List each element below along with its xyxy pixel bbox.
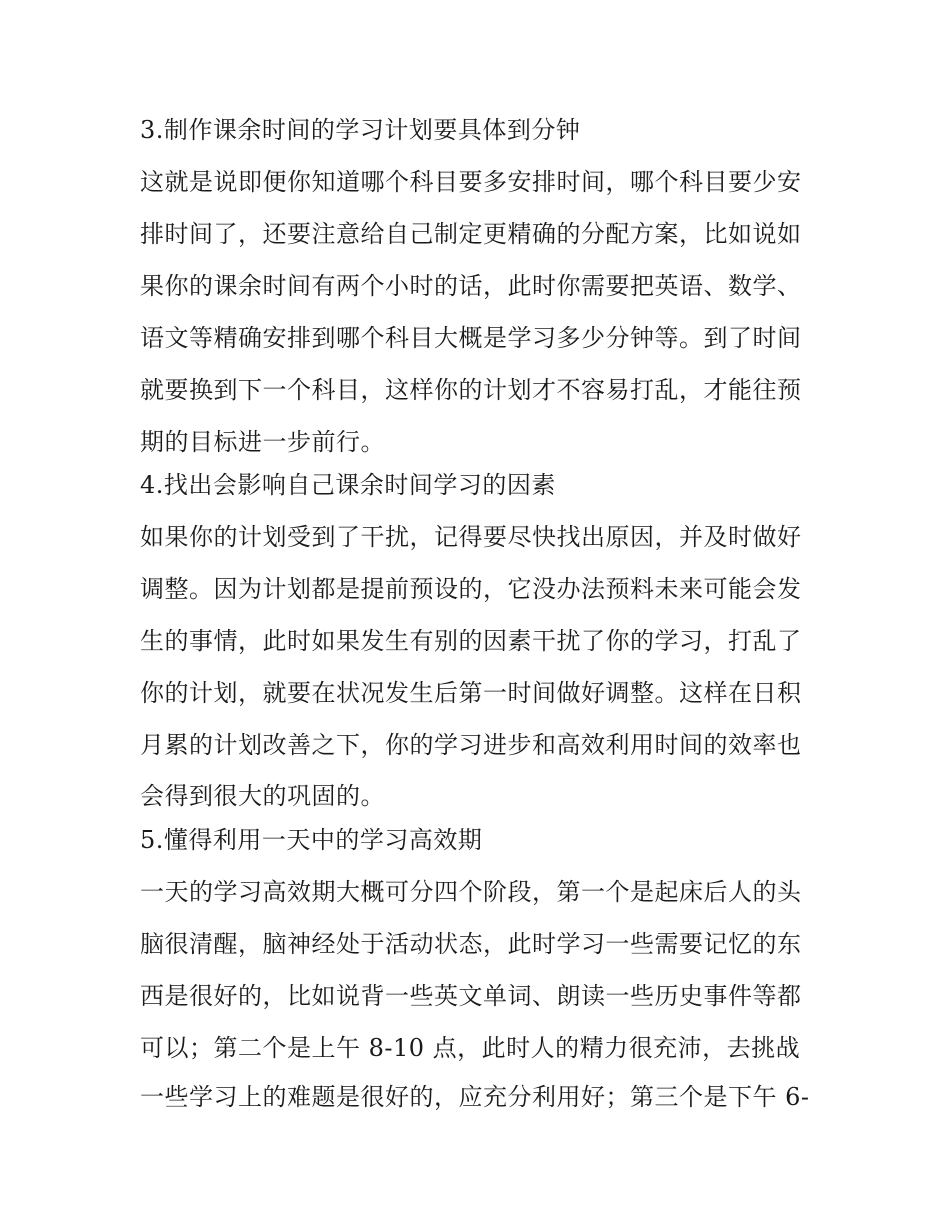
paragraph-line: 一天的学习高效期大概可分四个阶段，第一个是起床后人的头 <box>140 878 802 906</box>
paragraph-line: 一些学习上的难题是很好的，应充分利用好；第三个是下午 6- <box>140 1083 810 1111</box>
paragraph-line: 会得到很大的巩固的。 <box>140 782 385 810</box>
paragraph-line: 可以；第二个是上午 8-10 点，此时人的精力很充沛，去挑战 <box>140 1034 801 1062</box>
paragraph-line: 排时间了，还要注意给自己制定更精确的分配方案，比如说如 <box>140 220 802 248</box>
paragraph-line: 就要换到下一个科目，这样你的计划才不容易打乱，才能往预 <box>140 376 802 404</box>
paragraph-line: 期的目标进一步前行。 <box>140 428 385 456</box>
paragraph-line: 这就是说即便你知道哪个科目要多安排时间，哪个科目要少安 <box>140 168 802 196</box>
section-4-heading: 4.找出会影响自己课余时间学习的因素 <box>140 471 556 499</box>
paragraph-line: 脑很清醒，脑神经处于活动状态，此时学习一些需要记忆的东 <box>140 930 802 958</box>
paragraph-line: 语文等精确安排到哪个科目大概是学习多少分钟等。到了时间 <box>140 324 802 352</box>
section-3-heading: 3.制作课余时间的学习计划要具体到分钟 <box>140 116 581 144</box>
paragraph-line: 如果你的计划受到了干扰，记得要尽快找出原因，并及时做好 <box>140 523 802 551</box>
section-5-heading: 5.懂得利用一天中的学习高效期 <box>140 826 483 854</box>
paragraph-line: 你的计划，就要在状况发生后第一时间做好调整。这样在日积 <box>140 679 802 707</box>
paragraph-line: 果你的课余时间有两个小时的话，此时你需要把英语、数学、 <box>140 272 802 300</box>
paragraph-line: 月累的计划改善之下，你的学习进步和高效利用时间的效率也 <box>140 731 802 759</box>
paragraph-line: 调整。因为计划都是提前预设的，它没办法预料未来可能会发 <box>140 575 802 603</box>
paragraph-line: 生的事情，此时如果发生有别的因素干扰了你的学习，打乱了 <box>140 627 802 655</box>
paragraph-line: 西是很好的，比如说背一些英文单词、朗读一些历史事件等都 <box>140 982 802 1010</box>
